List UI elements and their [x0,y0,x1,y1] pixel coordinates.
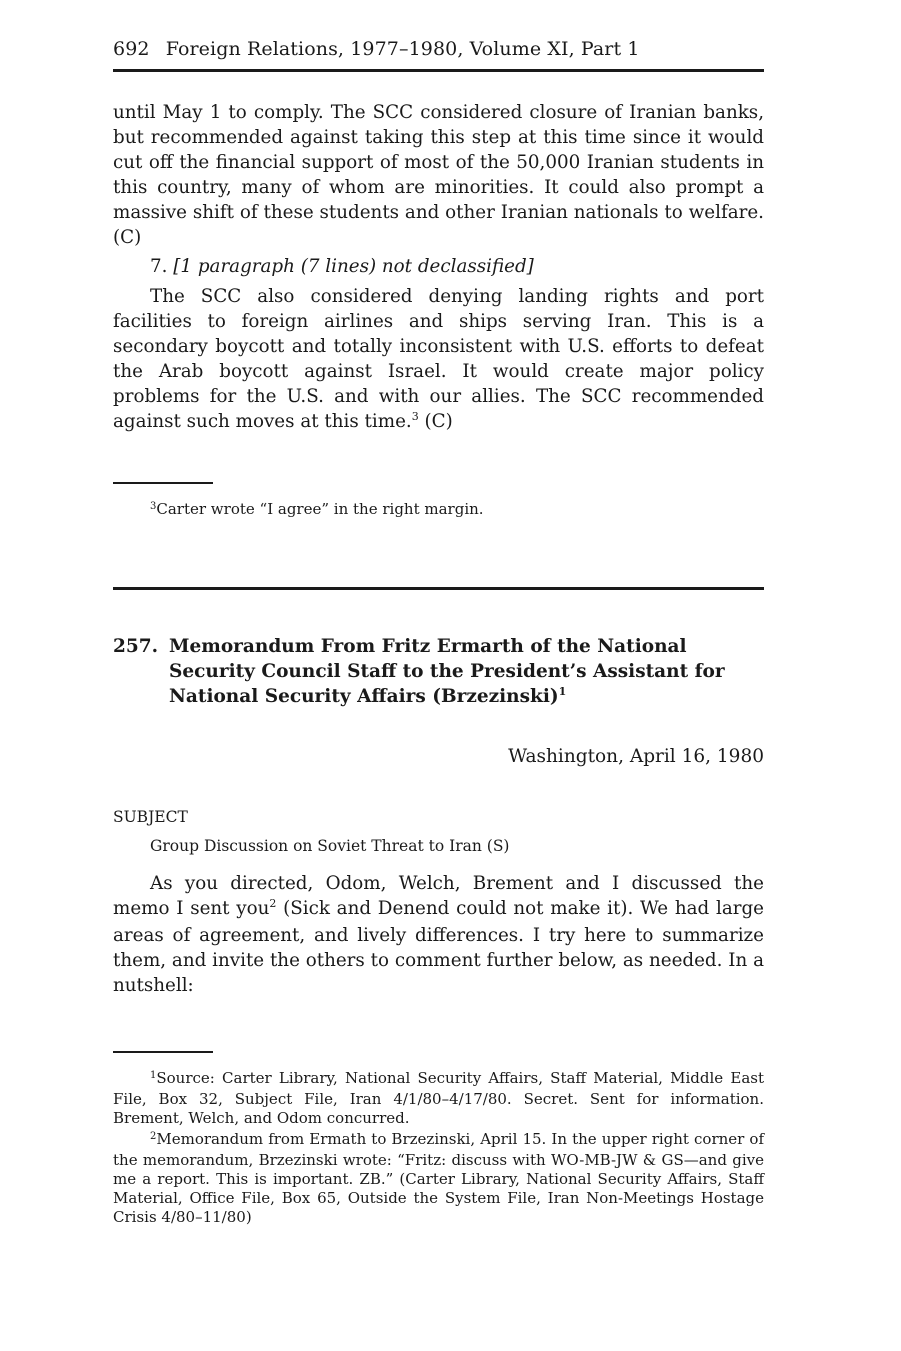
scc-paragraph-tail: (C) [418,411,453,432]
dateline: Washington, April 16, 1980 [508,746,764,767]
page-number: 692 [113,38,150,60]
item-7-number: 7. [150,256,168,277]
footnote-separator [113,1051,213,1053]
footnote-ref-3[interactable]: 3 [411,410,419,423]
scc-paragraph [113,284,764,436]
item-7 [150,254,534,279]
footnote-1 [113,1069,764,1128]
scc-paragraph-text: The SCC also considered denying landing rights and port facilities to foreign airlines and ships serving Iran. This is a secondary boycott and totally inconsistent with U.S. efforts to defeat the Arab boycott against Israel. It would create major policy problems for the U.S. and with our allies. The SCC recommended against such moves at this time. [113,286,764,432]
running-header [113,38,764,60]
footnote-1-text: Source: Carter Library, National Security Affairs, Staff Material, Middle East File, Box 32, Subject File, Iran 4/1/80–4/17/80. Secret. Sent for information. Brement, Welch, and Odom concurred. [113,1069,764,1127]
subject-text: Group Discussion on Soviet Threat to Iran (S) [150,837,510,855]
footnote-1-marker: 1 [150,1070,157,1081]
document-number: 257. [113,636,159,657]
footnote-2 [113,1130,764,1227]
header-rule [113,69,764,72]
footnote-ref-1[interactable]: 1 [558,685,567,698]
section-rule [113,587,764,590]
running-title: Foreign Relations, 1977–1980, Volume XI, Part 1 [165,38,640,60]
document-title: Memorandum From Fritz Ermarth of the National Security Council Staff to the President’s Assistant for National Security Affairs (Brzezinski) [169,636,725,707]
document-heading [113,634,764,711]
footnote-ref-2[interactable]: 2 [269,897,277,910]
footnote-2-text: Memorandum from Ermath to Brzezinski, April 15. In the upper right corner of the memorandum, Brzezinski wrote: “Fritz: discuss with WO-MB-JW & GS—and give me a report. This is important. ZB.” (Carter Library, National Security Affairs, Staff Material, Office File, Box 65, Outside the System File, Iran Non-Meetings Hostage Crisis 4/80–11/80) [113,1130,764,1226]
memo-paragraph-end: (Sick and Denend could not make it). We had large areas of agreement, and lively differences. I try here to summarize them, and invite the others to comment further below, as needed. In a nutshell: [113,898,764,996]
footnote-3-marker: 3 [150,501,157,512]
memo-paragraph-start: As you directed, Odom, Welch, Brement and I discussed the memo I sent you [113,873,764,919]
footnote-3-text: Carter wrote “I agree” in the right margin. [156,500,484,518]
continued-paragraph: until May 1 to comply. The SCC considered closure of Iranian banks, but recommended against taking this step at this time since it would cut off the financial support of most of the 50,000 Iranian students in this country, many of whom are minorities. It could also prompt a massive shift of these students and other Iranian nationals to welfare. (C) [113,102,764,248]
footnote-3 [113,500,764,521]
footnote-separator [113,482,213,484]
memo-paragraph [113,871,764,998]
footnote-2-marker: 2 [150,1131,157,1142]
subject-label: SUBJECT [113,808,188,826]
item-7-text: [1 paragraph (7 lines) not declassified] [173,256,534,277]
